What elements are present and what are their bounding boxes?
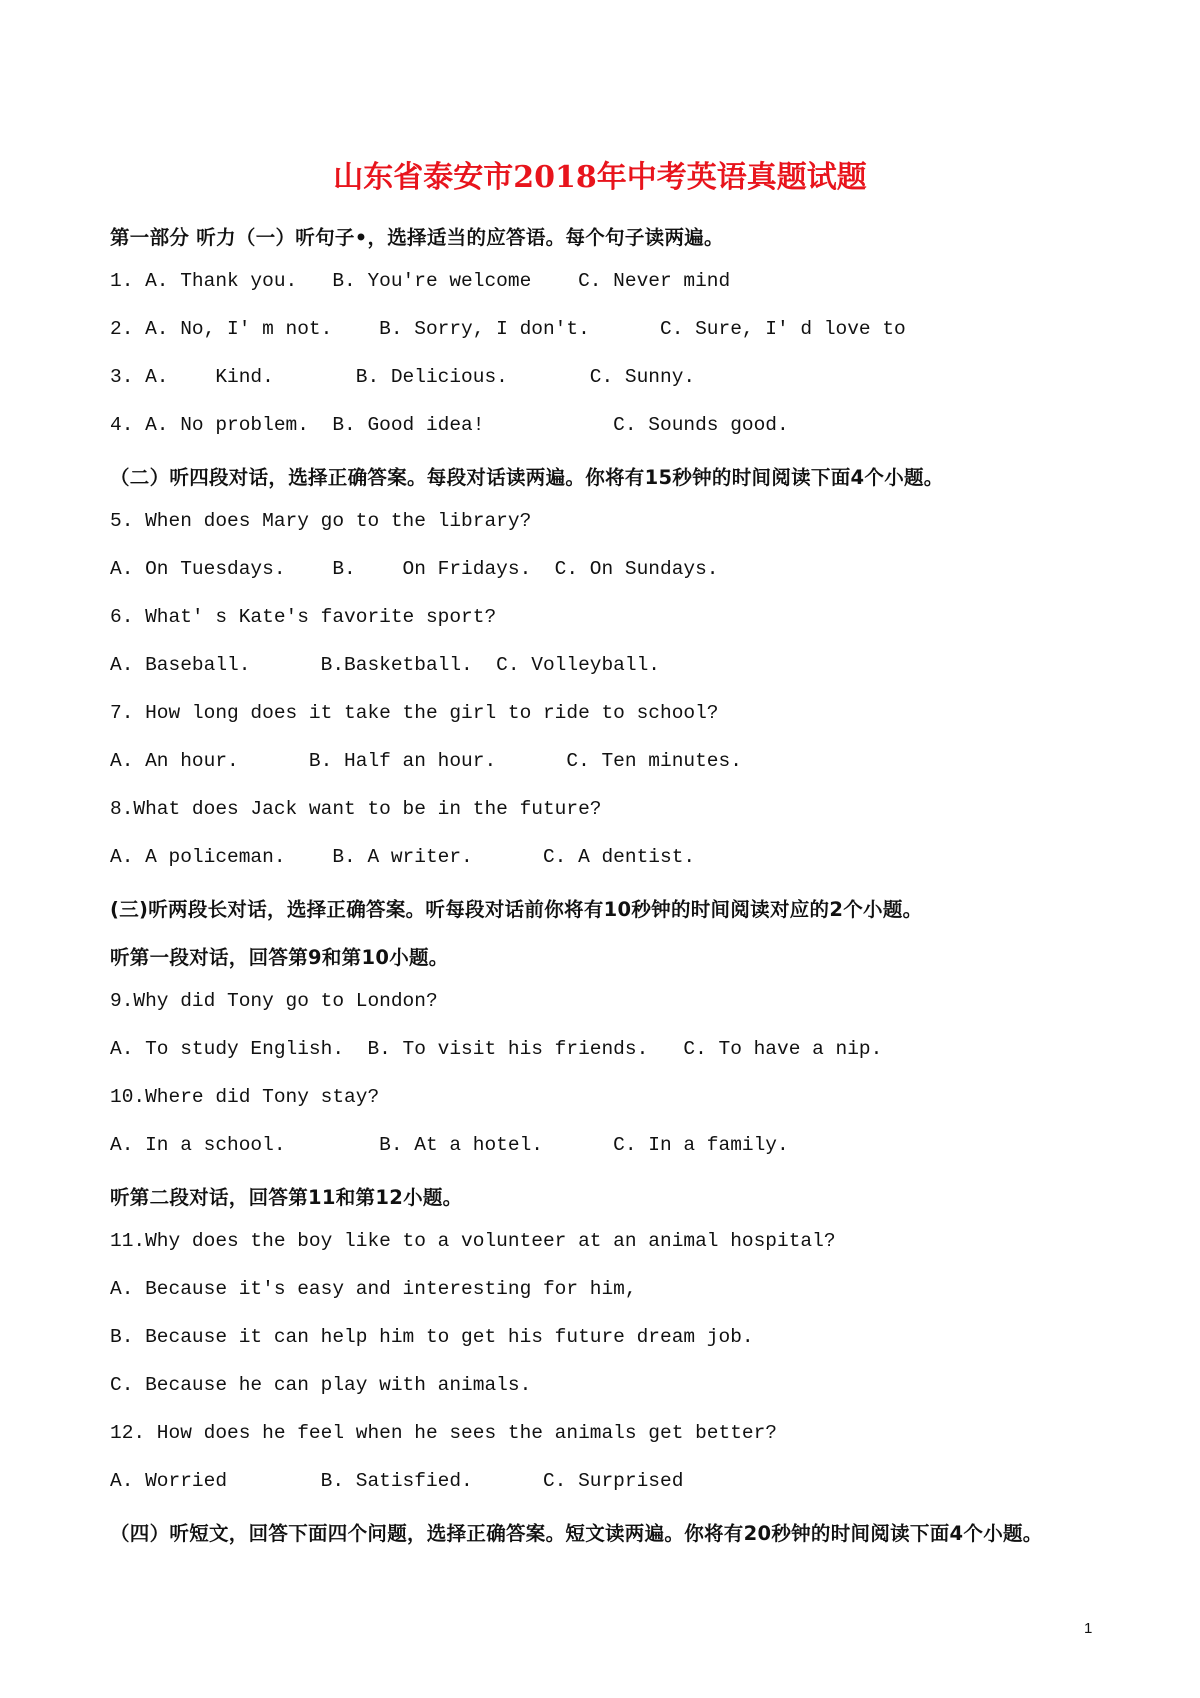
question-line: 8.What does Jack want to be in the future? (110, 798, 602, 820)
question-line: 12. How does he feel when he sees the animals get better? (110, 1422, 778, 1444)
question-line: 1. A. Thank you. B. You're welcome C. Never mind (110, 270, 731, 292)
answer-option: B. Because it can help him to get his future dream job. (110, 1326, 754, 1348)
sub-heading: 听第二段对话，回答第11和第12小题。 (110, 1186, 463, 1209)
sub-heading: 听第一段对话，回答第9和第10小题。 (110, 946, 449, 969)
answer-options: A. A policeman. B. A writer. C. A dentist. (110, 846, 696, 868)
question-line: 5. When does Mary go to the library? (110, 510, 532, 532)
question-line: 7. How long does it take the girl to ride to school? (110, 702, 719, 724)
question-line: 4. A. No problem. B. Good idea! C. Sounds good. (110, 414, 789, 436)
question-line: 6. What' s Kate's favorite sport? (110, 606, 497, 628)
section-heading: 第一部分 听力（一）听句子•，选择适当的应答语。每个句子读两遍。 (110, 226, 724, 249)
document-title: 山东省泰安市2018年中考英语真题试题 (333, 160, 867, 195)
question-line: 3. A. Kind. B. Delicious. C. Sunny. (110, 366, 696, 388)
answer-options: A. In a school. B. At a hotel. C. In a family. (110, 1134, 789, 1156)
question-line: 11.Why does the boy like to a volunteer at an animal hospital? (110, 1230, 836, 1252)
answer-options: A. An hour. B. Half an hour. C. Ten minutes. (110, 750, 742, 772)
section-heading: (三)听两段长对话，选择正确答案。听每段对话前你将有10秒钟的时间阅读对应的2个小题。 (110, 898, 923, 921)
answer-options: A. Baseball. B.Basketball. C. Volleyball. (110, 654, 660, 676)
section-heading: （四）听短文，回答下面四个问题，选择正确答案。短文读两遍。你将有20秒钟的时间阅读下面4个小题。 (110, 1522, 1043, 1545)
question-line: 2. A. No, I' m not. B. Sorry, I don't. C. Sure, I' d love to (110, 318, 906, 340)
answer-options: A. On Tuesdays. B. On Fridays. C. On Sundays. (110, 558, 719, 580)
page-number: 1 (1084, 1620, 1093, 1637)
question-line: 9.Why did Tony go to London? (110, 990, 438, 1012)
answer-option: A. Because it's easy and interesting for him, (110, 1278, 637, 1300)
answer-option: C. Because he can play with animals. (110, 1374, 532, 1396)
answer-options: A. To study English. B. To visit his friends. C. To have a nip. (110, 1038, 883, 1060)
answer-options: A. Worried B. Satisfied. C. Surprised (110, 1470, 684, 1492)
question-line: 10.Where did Tony stay? (110, 1086, 380, 1108)
section-heading: （二）听四段对话，选择正确答案。每段对话读两遍。你将有15秒钟的时间阅读下面4个小题。 (110, 466, 944, 489)
